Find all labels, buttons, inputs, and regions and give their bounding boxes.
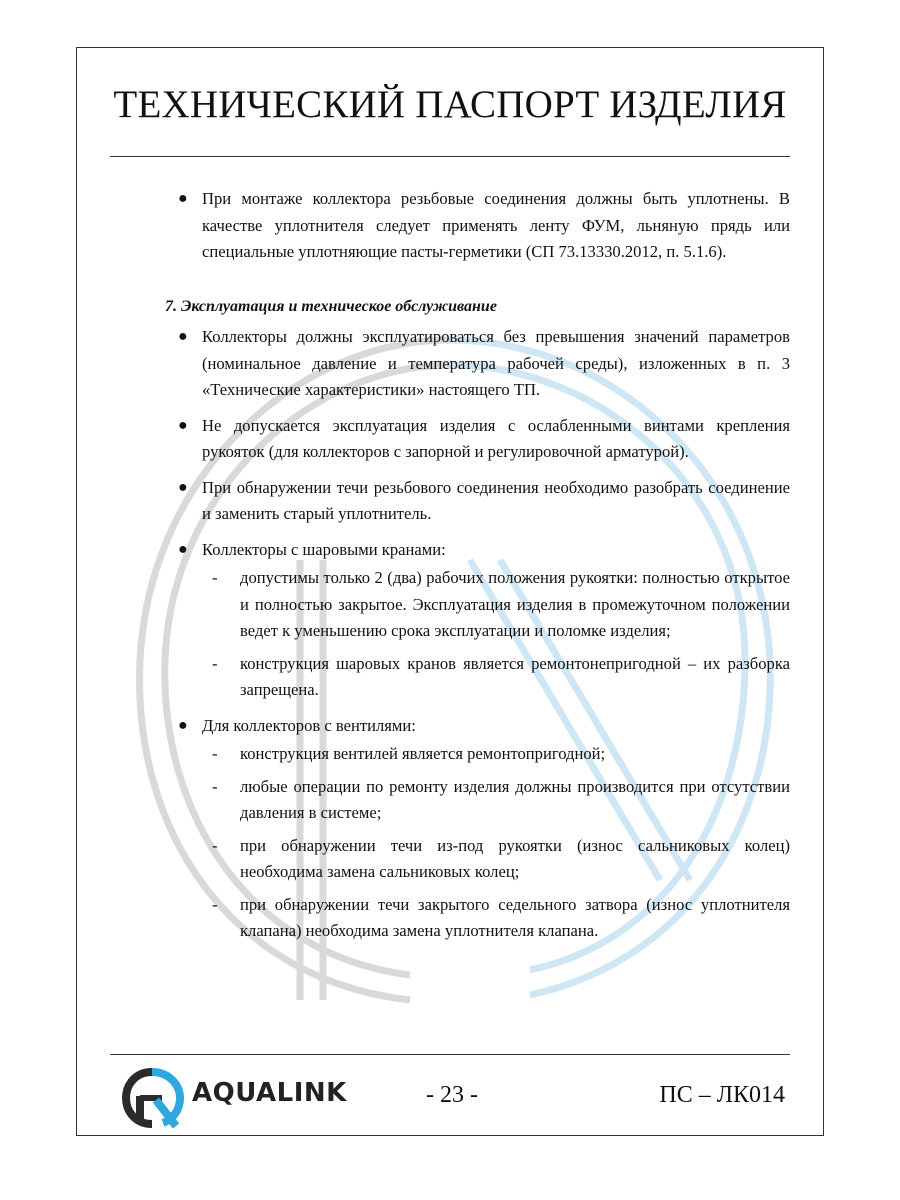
sub-list-item-text: при обнаружении течи закрытого седельного затвора (износ уплотнителя клапана) необходима замена уплотнителя клапана.	[240, 894, 790, 940]
list-item-text: При обнаружении течи резьбового соединения необходимо разобрать соединение и заменить старый уплотнитель.	[202, 477, 790, 523]
list-item-text: При монтаже коллектора резьбовые соединения должны быть уплотнены. В качестве уплотнителя следует применять ленту ФУМ, льняную прядь или специальные уплотняющие пасты-герметики (СП 73.13330.2012, п. 5.1.6).	[202, 189, 790, 261]
bullet-icon: ●	[178, 190, 188, 207]
dash-marker: -	[212, 776, 218, 796]
dash-marker: -	[212, 894, 218, 914]
list-item	[110, 713, 790, 740]
list-item	[110, 413, 790, 466]
footer-divider	[110, 1054, 790, 1055]
page-footer	[110, 1066, 790, 1130]
bullet-icon: ●	[178, 478, 188, 496]
bullet-icon: ●	[178, 328, 188, 345]
aqualink-logo-icon	[118, 1066, 188, 1130]
sub-list-item-text: допустимы только 2 (два) рабочих положения рукоятки: полностью открытое и полностью закрытое. Эксплуатация изделия в промежуточном положении ведет к уменьшению срока эксплуатации и поломке изделия;	[240, 568, 790, 640]
bullet-icon: ●	[178, 540, 188, 558]
document-body	[110, 186, 790, 951]
dash-marker: -	[212, 653, 218, 673]
dash-marker: -	[212, 835, 218, 855]
page-number: - 23 -	[426, 1082, 478, 1108]
list-item	[110, 186, 790, 266]
list-item	[110, 475, 790, 528]
sub-list-item	[110, 651, 790, 704]
sub-list-item-text: при обнаружении течи из-под рукоятки (износ сальниковых колец) необходима замена сальниковых колец;	[240, 835, 790, 881]
bullet-icon: ●	[178, 416, 188, 434]
bullet-icon: ●	[178, 716, 188, 734]
document-code: ПС – ЛК014	[659, 1082, 785, 1108]
sub-list-item	[110, 741, 790, 768]
list-item	[110, 324, 790, 404]
aqualink-logo	[118, 1066, 348, 1130]
sub-list-item-text: конструкция шаровых кранов является ремонтонепригодной – их разборка запрещена.	[240, 653, 790, 699]
list-item-text: Не допускается эксплуатация изделия с ослабленными винтами крепления рукояток (для коллекторов с запорной и регулировочной арматурой).	[202, 415, 790, 461]
sub-list-item	[110, 892, 790, 945]
sub-list-item-text: конструкция вентилей является ремонтопригодной;	[240, 744, 606, 763]
list-item-text: Коллекторы с шаровыми кранами:	[202, 539, 446, 559]
logo-wordmark: AQUALINK	[192, 1078, 347, 1108]
dash-marker: -	[212, 568, 218, 587]
sub-list-item	[110, 565, 790, 645]
sub-list-item	[110, 774, 790, 827]
page-title: ТЕХНИЧЕСКИЙ ПАСПОРТ ИЗДЕЛИЯ	[113, 83, 787, 126]
list-item-text: Коллекторы должны эксплуатироваться без превышения значений параметров (номинальное давление и температура рабочей среды), изложенных в п. 3 «Технические характеристики» настоящего ТП.	[202, 327, 790, 399]
dash-marker: -	[212, 744, 218, 763]
list-item-text: Для коллекторов с вентилями:	[202, 715, 416, 735]
sub-list-item-text: любые операции по ремонту изделия должны производится при отсутствии давления в системе;	[240, 776, 790, 822]
section-heading: 7. Эксплуатация и техническое обслуживание	[165, 297, 497, 315]
list-item	[110, 537, 790, 564]
header-divider	[110, 156, 790, 157]
sub-list-item	[110, 833, 790, 886]
